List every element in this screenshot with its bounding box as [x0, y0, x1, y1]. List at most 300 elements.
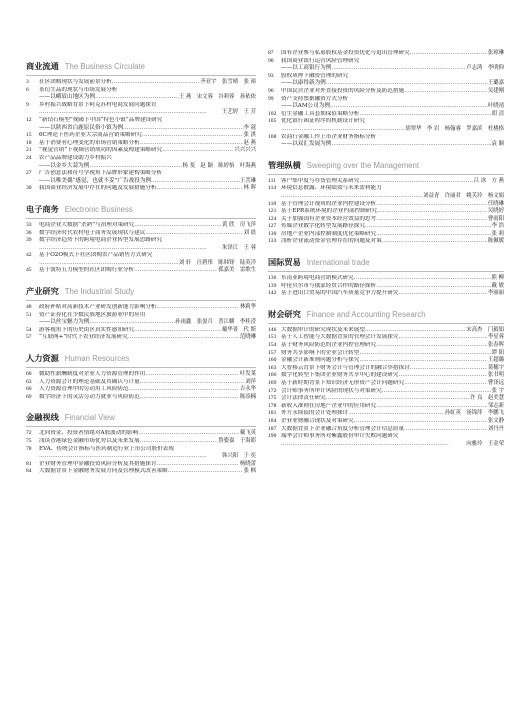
- article-subtitle: ——以唯美偶“感觉，也就不妥”广告战役为例: [39, 177, 152, 184]
- section-title-zh: 金融视线: [26, 412, 59, 423]
- toc-entry-continuation: [26, 109, 256, 117]
- toc-entry-continuation: [268, 193, 504, 201]
- page-number: 166: [268, 372, 277, 379]
- article-title: 农产品品牌建设助力乡村振兴: [39, 154, 112, 161]
- article-title: 基于人工智能与大数据背景的管理会计发展探究: [281, 334, 399, 341]
- toc-entry-continuation: [26, 178, 256, 186]
- section-title-zh: 电子商务: [26, 203, 59, 214]
- dot-leader: [376, 283, 490, 291]
- dot-leader: [330, 103, 488, 111]
- page-number: 18: [26, 139, 32, 146]
- toc-entry-continuation: [268, 103, 504, 111]
- toc-entry-continuation: [26, 163, 256, 171]
- article-title: 基于财务风险防范的企业内控管理研究: [281, 342, 377, 349]
- dot-leader: [354, 275, 491, 283]
- toc-entry: [268, 365, 504, 373]
- toc-entry: [26, 155, 256, 163]
- page-number: 33: [26, 221, 32, 228]
- toc-entry: [26, 222, 256, 230]
- toc-entry: [268, 350, 504, 358]
- article-title: 人力资源管理中的劳动用工风险防范: [39, 386, 129, 393]
- toc-entry: [26, 252, 256, 260]
- article-title: 数字经济趋势下的跨境电商企业转型发展思路研究: [39, 237, 163, 244]
- article-title: 电商企业大数据“杀熟”与治理对策研究: [39, 221, 135, 228]
- article-title: 中国民营企业对外直接投资的风险分析及防范措施: [281, 87, 405, 94]
- article-authors: 孙虹英 汤锦萍 李鹏飞: [444, 410, 504, 417]
- article-title: 传媒企业数字化转型发展路径探究: [281, 223, 365, 230]
- toc-entry: [26, 267, 256, 275]
- dot-leader: [145, 371, 239, 379]
- article-subtitle: ——以双汇发展为例: [281, 141, 332, 148]
- article-authors: 齐亚宇 张雪晴 张 裕: [200, 79, 256, 85]
- article-title: 浅析企业流动资金管理存在的问题及对策: [281, 238, 382, 245]
- section-heading: [26, 279, 256, 301]
- article-title: 新收入准则在房地产企业中的应用研究: [281, 402, 377, 409]
- dot-leader: [128, 334, 239, 342]
- article-subtitle: ——以丝宝魅力为例: [39, 319, 90, 326]
- dot-leader: [398, 372, 486, 380]
- article-subtitle: ——以陕西省白鹿原民俗小镇为例: [39, 124, 123, 131]
- page-number: 151: [268, 334, 277, 341]
- page-number: 157: [268, 349, 277, 356]
- dot-leader: [129, 386, 239, 394]
- article-authors: 黄 欣 房飞萍: [221, 221, 256, 228]
- toc-entry: [268, 372, 504, 380]
- article-authors: 曹泽远: [487, 380, 504, 386]
- dot-leader: [156, 304, 238, 312]
- article-title: 房地产企业内部控制制度优化策略研究: [281, 230, 377, 237]
- page-number: 118: [268, 200, 277, 207]
- article-title: 数字经济时代农村电子商务发展现状与建议: [39, 229, 146, 236]
- article-authors: 范晓琳: [239, 334, 256, 341]
- page-number: 51: [26, 311, 32, 318]
- section-heading: [26, 197, 256, 219]
- article-title: 资产支持票据融资方式分析: [281, 95, 349, 102]
- dot-leader: [365, 223, 491, 231]
- article-authors: 张 枫: [243, 468, 256, 475]
- page-number: 139: [268, 282, 277, 289]
- article-authors: 陈佩媛: [487, 238, 504, 245]
- dot-leader: [123, 125, 244, 133]
- article-authors: 朱泽江 王 蓉: [221, 244, 256, 251]
- page-number: 190: [268, 433, 277, 440]
- article-authors: 张 宇: [491, 387, 504, 394]
- section-title-zh: 国际贸易: [268, 257, 301, 268]
- page-number: 130: [268, 230, 277, 237]
- toc-entry: [268, 410, 504, 418]
- page-number: 30: [26, 185, 32, 192]
- article-authors: 李丽丽: [487, 290, 504, 297]
- article-authors: 林 晖: [243, 185, 256, 192]
- dot-leader: [162, 147, 233, 155]
- dot-leader: [140, 394, 239, 402]
- article-title: 数字经济下的灵活劳动力就业与风险防范: [39, 393, 140, 400]
- article-authors: 杨 斐 赵 颖 陈婷怡 叶海燕: [182, 162, 256, 169]
- toc-entry: [26, 147, 256, 155]
- section-heading: [26, 54, 256, 76]
- article-title: 金融会计新准则问题分析与探究: [281, 357, 360, 364]
- toc-entry: [26, 185, 256, 193]
- dot-leader: [134, 267, 217, 275]
- page-number: 9: [26, 101, 29, 108]
- page-number: 42: [26, 252, 32, 259]
- toc-entry: [268, 327, 504, 335]
- toc-entry-continuation: [268, 65, 504, 73]
- article-authors: 王艺婷 王 芳: [221, 109, 256, 116]
- page-number: 3: [26, 79, 29, 85]
- article-subtitle: ——以康得新为例: [281, 80, 326, 87]
- section-heading: [268, 302, 504, 324]
- page-number: 39: [26, 237, 32, 244]
- article-authors: 王菩琳: [239, 177, 256, 184]
- dot-leader: [39, 260, 179, 268]
- section-title-en: The Business Circulate: [64, 62, 145, 71]
- toc-entry-continuation: [26, 94, 256, 102]
- dot-leader: [376, 342, 487, 350]
- page-number: 6: [26, 86, 29, 93]
- page-number: 96: [268, 87, 274, 94]
- article-title: 大数据审计的研究现状及未来展望: [281, 326, 365, 333]
- toc-entry: [26, 140, 256, 148]
- dot-leader: [359, 357, 486, 365]
- dot-leader: [39, 453, 222, 461]
- section-title-en: Electronic Business: [64, 204, 133, 214]
- dot-leader: [331, 141, 491, 149]
- toc-entry: [268, 231, 504, 239]
- article-authors: 刘萍: [245, 378, 256, 385]
- dot-leader: [410, 50, 487, 58]
- page-number: 105: [268, 118, 277, 125]
- toc-entry: [268, 208, 504, 216]
- toc-entry: [268, 334, 504, 342]
- article-title: 大智移云背景下财务会计与管理会计的融合举措探讨: [281, 364, 410, 371]
- toc-entry: [268, 275, 504, 283]
- dot-leader: [398, 290, 486, 298]
- article-title: 资产证券化在少数民族地区旅游业中的应用: [39, 311, 146, 318]
- page-number: 160: [268, 357, 277, 364]
- article-subtitle: ——以AM公司为例: [281, 103, 330, 110]
- page-number: 175: [268, 395, 277, 402]
- article-authors: 张文静: [487, 417, 504, 424]
- dot-leader: [95, 94, 179, 102]
- dot-leader: [404, 88, 487, 96]
- article-authors: 熊 柳: [491, 275, 504, 282]
- article-title: 优化银行函证程序的机制设计研究: [281, 118, 365, 125]
- toc-entry-continuation: [268, 441, 504, 449]
- article-authors: 戴 敏: [491, 282, 504, 289]
- toc-entry-continuation: [268, 80, 504, 88]
- dot-leader: [151, 178, 240, 186]
- article-authors: 吴建刚: [487, 87, 504, 94]
- toc-entry: [268, 118, 504, 126]
- article-subtitle: ——以金乡大蒜为例: [39, 162, 90, 169]
- article-title: 农商行金融工作上市企业财务指标分析: [281, 133, 377, 140]
- article-authors: 张书明: [487, 372, 504, 379]
- section-title-zh: 人力资源: [26, 353, 59, 364]
- toc-entry: [26, 468, 256, 476]
- dot-leader: [156, 185, 242, 193]
- toc-entry: [268, 290, 504, 298]
- dot-leader: [134, 327, 221, 335]
- dot-leader: [348, 410, 444, 418]
- toc-entry: [268, 88, 504, 96]
- dot-leader: [376, 201, 487, 209]
- page-number: 66: [26, 386, 32, 393]
- section-title-en: Human Resources: [64, 354, 130, 364]
- toc-entry: [268, 426, 504, 434]
- section-title-zh: 财会研究: [268, 308, 301, 319]
- toc-entry: [268, 238, 504, 246]
- article-authors: 杨晓蕾: [239, 460, 256, 467]
- article-title: 6C理论下医药企业大宗商品营销策略研究: [39, 132, 142, 139]
- article-authors: 向雅玲 王金荣: [466, 440, 504, 447]
- page-number: 178: [268, 402, 277, 409]
- toc-entry: [26, 117, 256, 125]
- article-title: 企业财务管理中金融投资风险分析及其措施探讨: [39, 460, 157, 467]
- toc-entry-continuation: [268, 126, 504, 134]
- toc-entry-continuation: [26, 245, 256, 253]
- toc-entry: [26, 461, 256, 469]
- article-authors: 吉永华: [239, 386, 256, 393]
- article-title: 衍生金融工具套期保值策略分析: [281, 110, 360, 117]
- left-column: [26, 50, 256, 476]
- dot-leader: [365, 327, 465, 335]
- section-title-en: International trade: [306, 258, 370, 268]
- article-authors: 王 燕 宋文蓉 谷莉蓉 孙依依: [178, 94, 256, 101]
- dot-leader: [382, 238, 487, 246]
- article-authors: 谭 阳: [491, 349, 504, 356]
- section-heading: [26, 405, 256, 427]
- article-title: 国有企业参与私募股权基金投资优化与退出管理研究: [281, 50, 410, 56]
- dot-leader: [404, 380, 487, 388]
- dot-leader: [281, 441, 466, 449]
- article-authors: 戴华菁 代 斯: [221, 326, 256, 333]
- toc-entry: [268, 395, 504, 403]
- article-title: 会计师事务所审计风险的现状与对策研究: [281, 387, 382, 394]
- section-heading: [26, 346, 256, 368]
- article-authors: 卢志鸿 李明仰: [466, 65, 504, 72]
- article-authors: 王璐嘉: [487, 80, 504, 87]
- article-authors: 赵 燕: [243, 139, 256, 146]
- toc-entry: [26, 230, 256, 238]
- page-number: 142: [268, 290, 277, 297]
- toc-entry: [26, 237, 256, 245]
- dot-leader: [112, 79, 200, 87]
- article-authors: 胡 清: [491, 110, 504, 117]
- dot-leader: [326, 395, 469, 403]
- article-authors: 张琼琳: [487, 50, 504, 56]
- toc-entry: [268, 111, 504, 119]
- article-title: 基于波特五力模型的社区团购行业分析: [39, 267, 135, 274]
- page-number: 90: [268, 57, 274, 64]
- article-authors: 曹雨阳: [487, 215, 504, 222]
- article-authors: 李 蔻: [243, 124, 256, 131]
- dot-leader: [89, 319, 175, 327]
- page-number: 27: [26, 170, 32, 177]
- toc-entry: [26, 438, 256, 446]
- article-title: 人力资源会计的理论基础及其确认与计量: [39, 378, 140, 385]
- section-title-en: Sweeping over the Management: [306, 160, 420, 170]
- toc-entry: [268, 216, 504, 224]
- page-number: 24: [26, 154, 32, 161]
- dot-leader: [281, 193, 423, 201]
- toc-entry: [268, 380, 504, 388]
- article-title: 东南亚跨境电商营销模式研究: [281, 275, 354, 282]
- page-number: 36: [26, 229, 32, 236]
- toc-entry: [26, 304, 256, 312]
- article-title: 数字化转型下集团企业财务共享中心的建设研究: [281, 372, 399, 379]
- page-number: 21: [26, 147, 32, 154]
- article-authors: 袁 颖: [491, 141, 504, 148]
- article-authors: 胡翠华 李 岩 杨翰睿 罗嘉滨 杜桃格: [405, 125, 504, 132]
- dot-leader: [140, 140, 243, 148]
- article-title: 我国商业银行运营风险管理研究: [281, 57, 360, 64]
- page-number: 127: [268, 223, 277, 230]
- article-authors: 张春晖: [487, 342, 504, 349]
- page-number: 81: [26, 460, 32, 467]
- article-title: 茶衍生品的现状与市场发展分析: [39, 86, 118, 93]
- article-authors: 鲁姿嘉 于海耶: [218, 438, 256, 444]
- section-title-zh: 产业研究: [26, 286, 59, 297]
- article-authors: 刘 晨: [243, 229, 256, 236]
- article-authors: 林莉华: [239, 304, 256, 311]
- toc-entry: [26, 379, 256, 387]
- article-authors: 李星蓉: [487, 334, 504, 341]
- page-number: 163: [268, 364, 277, 371]
- dot-leader: [145, 230, 242, 238]
- article-title: 广告创意法和符号学视角下品牌形象建构策略分析: [39, 170, 163, 177]
- page-number: 12: [26, 116, 32, 123]
- toc-entry: [268, 342, 504, 350]
- page-number: 187: [268, 425, 277, 432]
- article-title: 基于新时期背景下知识经济无形资产会计问题研究: [281, 380, 405, 386]
- page-number: 184: [268, 417, 277, 424]
- toc-entry: [268, 357, 504, 365]
- dot-leader: [354, 418, 487, 426]
- dot-leader: [168, 468, 243, 476]
- dot-leader: [376, 216, 487, 224]
- article-title: “互联网+”时代下农业经济发展研究: [39, 334, 128, 341]
- page-number: 102: [268, 110, 277, 117]
- article-title: 基于消费者心理变化的市场营销策略分析: [39, 139, 140, 146]
- page-number: 69: [26, 393, 32, 400]
- section-title-en: The Industrial Study: [64, 287, 135, 297]
- article-title: 大数据背景下企业融合角度分析管理会计信息质量: [281, 425, 405, 432]
- section-title-en: Finance and Accounting Research: [306, 309, 426, 319]
- page-number: 172: [268, 387, 277, 394]
- section-heading: [268, 250, 504, 272]
- page-number: 133: [268, 238, 277, 245]
- toc-entry: [268, 418, 504, 426]
- page-number: 99: [268, 95, 274, 102]
- article-title: 财务共享影响下的企业会计转型: [281, 349, 360, 356]
- article-authors: 戴飞英: [239, 430, 256, 437]
- article-title: 外方永续债的会计处理探讨: [281, 410, 349, 417]
- article-authors: 孙雨鑫 张晏月 普江麒 李桂滢: [175, 319, 256, 326]
- article-title: 关于加强国有企业资本经营效益的思考: [281, 215, 377, 222]
- article-title: “视觉营销”下视频营销成功的因素及构建策略研究: [39, 147, 163, 154]
- toc-entry-continuation: [26, 125, 256, 133]
- article-subtitle: ——以工商银行为例: [281, 65, 332, 72]
- dot-leader: [134, 222, 221, 230]
- page-number: 63: [26, 378, 32, 385]
- toc-entry: [268, 134, 504, 142]
- toc-entry: [268, 201, 504, 209]
- section-title-en: Financial View: [64, 413, 115, 423]
- article-authors: 王超璐: [487, 357, 504, 364]
- toc-entry: [268, 223, 504, 231]
- article-subtitle: ——以峨眉山地区为例: [39, 94, 95, 101]
- dot-leader: [410, 365, 487, 373]
- page-number: 146: [268, 326, 277, 333]
- page-number: 181: [268, 410, 277, 417]
- dot-leader: [156, 461, 238, 469]
- dot-leader: [377, 208, 487, 216]
- article-authors: 叶晓靖: [487, 103, 504, 110]
- article-title: 环境信息披露、环境绩效与未来盈利能力: [281, 185, 382, 192]
- page-number: 15: [26, 132, 32, 139]
- article-title: 股权质押下融资管理的研究: [281, 72, 349, 79]
- section-title-zh: 商业流通: [26, 61, 59, 71]
- article-title: 微助性薪酬制度对企业人力资源管理的作用: [39, 371, 146, 378]
- article-authors: 韩兴阳 于 奕: [221, 453, 256, 460]
- dot-leader: [89, 163, 182, 171]
- article-title: 北向资金、投资者情绪对A股波动的影响: [39, 430, 139, 437]
- article-title: 会计法律责任研究: [281, 395, 326, 402]
- article-authors: 刘益青 许丽君 姚芙玲 杨文娟: [423, 192, 504, 199]
- page-number: 60: [26, 371, 32, 378]
- article-title: 游客视角下的历史街区真实性感知研究: [39, 326, 135, 333]
- toc-entry: [26, 430, 256, 438]
- dot-leader: [359, 350, 490, 358]
- page-number: 124: [268, 215, 277, 222]
- article-title: 瑞华会计师事务所对紫鑫股份审计失败问题研究: [281, 433, 399, 440]
- page-number: 93: [268, 72, 274, 79]
- page-number: 121: [268, 208, 277, 215]
- article-authors: 吴晓婷: [487, 208, 504, 215]
- page-number: 108: [268, 133, 277, 140]
- page-number: 169: [268, 380, 277, 386]
- article-authors: 许 良 赵美慧: [469, 395, 504, 402]
- page-number: 45: [26, 267, 32, 274]
- dot-leader: [142, 132, 243, 140]
- article-title: 基于O2O模式下社区团购农产品销售方式研究: [39, 252, 153, 259]
- article-authors: 叶发莱: [239, 371, 256, 378]
- article-title: 呼伦贝尔市与俄蒙经贸合作的路径探析: [281, 282, 377, 289]
- section-title-zh: 管理纵横: [268, 159, 301, 170]
- dot-leader: [326, 80, 488, 88]
- toc-entry: [268, 388, 504, 396]
- article-title: 基于进出口贸易的中国汽车质量竞争力提升研究: [281, 290, 399, 297]
- article-authors: 兴兴兴兴: [234, 147, 256, 154]
- article-authors: 孤嘉美 雷歌生: [218, 267, 256, 274]
- article-title: 客户集中度与存货管理关系研究: [281, 177, 360, 184]
- dot-leader: [140, 379, 245, 387]
- dot-leader: [376, 231, 490, 239]
- toc-entry-continuation: [26, 319, 256, 327]
- dot-leader: [331, 65, 466, 73]
- article-authors: 张 莉: [491, 230, 504, 237]
- article-authors: 宋高杏 门毅娟: [466, 326, 504, 333]
- article-authors: 刘丹丹: [487, 425, 504, 432]
- article-authors: 黄穗宇: [487, 364, 504, 371]
- toc-entry: [26, 334, 256, 342]
- toc-entry: [268, 178, 504, 186]
- toc-entry: [26, 386, 256, 394]
- toc-entry: [26, 371, 256, 379]
- article-title: 基于EPR系统环境的企业内部控制研究: [281, 208, 377, 215]
- dot-leader: [39, 109, 222, 117]
